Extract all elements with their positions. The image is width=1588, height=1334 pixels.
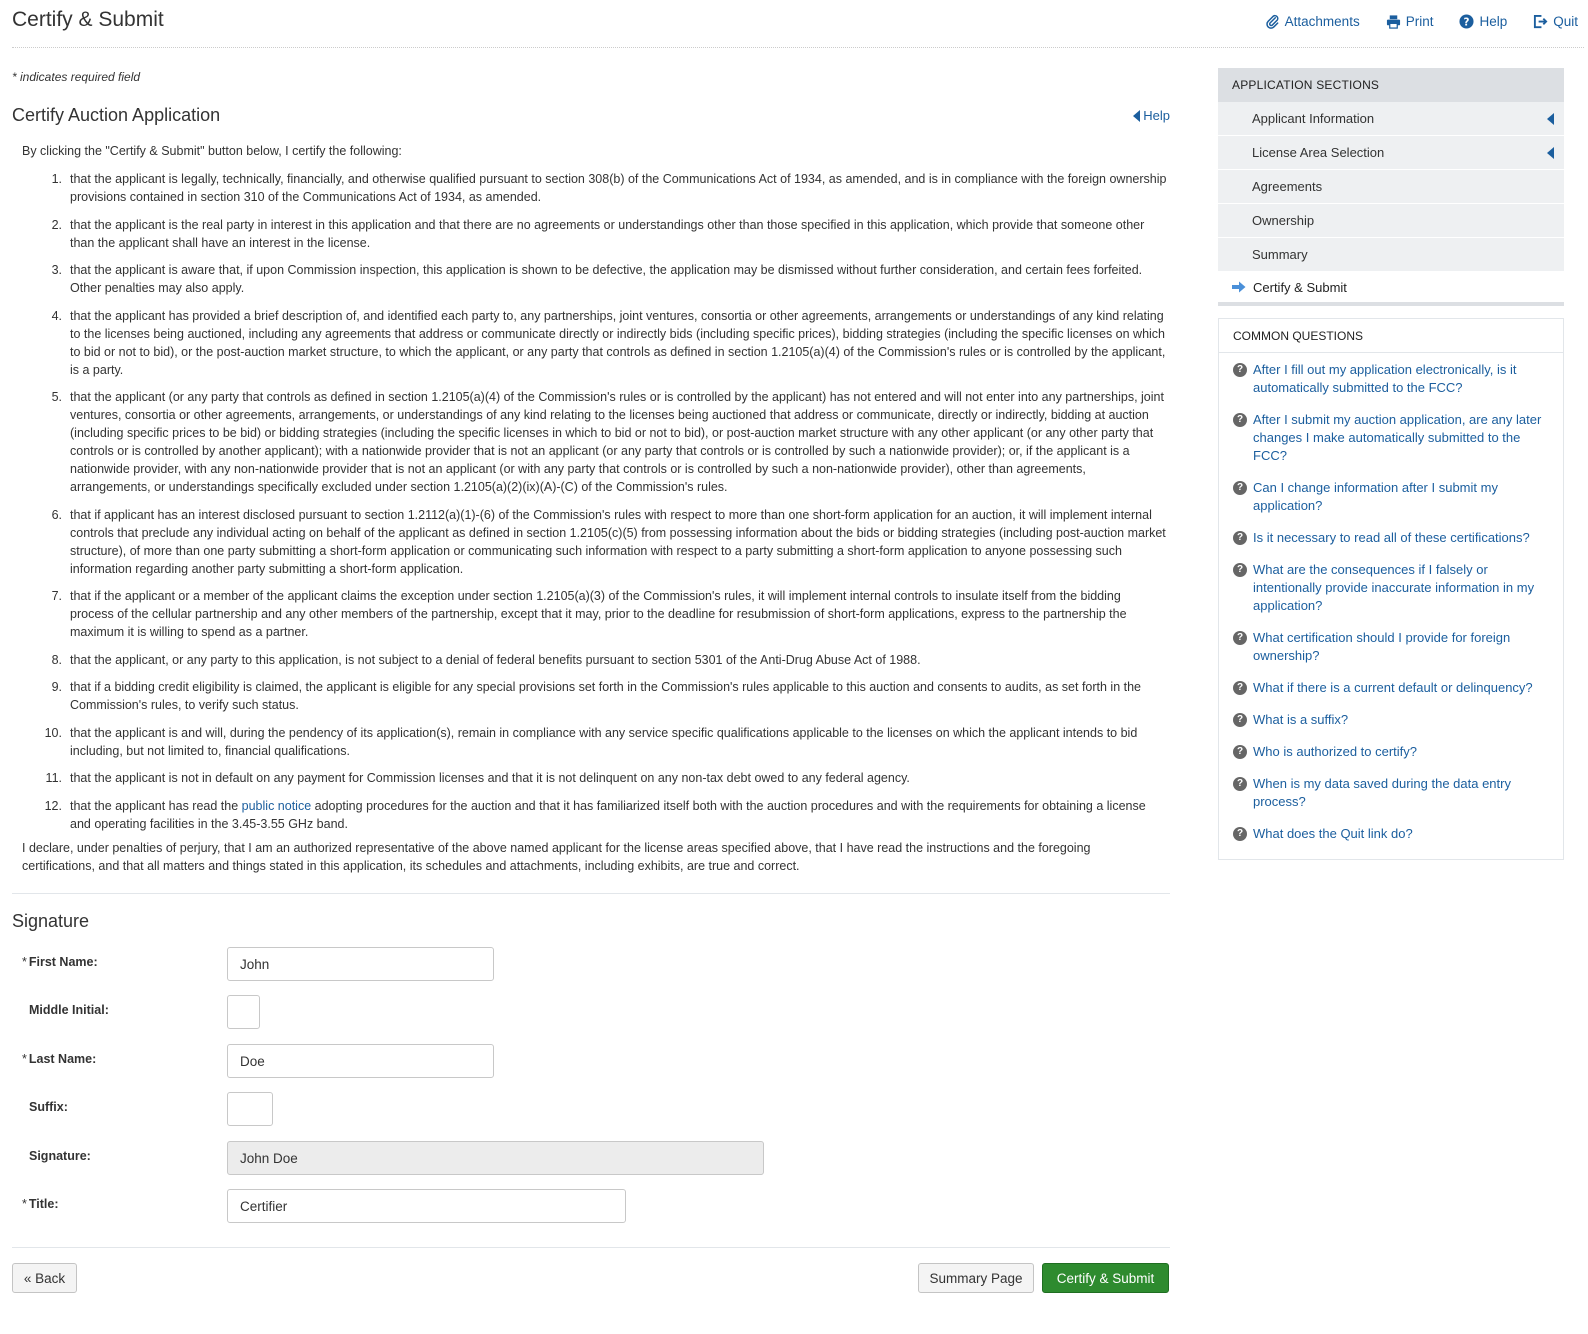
- divider: [12, 893, 1170, 894]
- top-links: [1265, 14, 1578, 29]
- sidebar-item-summary[interactable]: [1218, 238, 1564, 272]
- question-link[interactable]: [1233, 561, 1553, 615]
- caret-left-icon: [1547, 147, 1554, 159]
- question-text: What are the consequences if I falsely or intentionally provide inaccurate information in my application?: [1253, 562, 1535, 613]
- question-circle-icon: ?: [1233, 681, 1247, 695]
- certification-text: that if applicant has an interest disclosed pursuant to section 1.2112(a)(1)-(6) of the Commission's rules with respect to more than one short-form application for an auction, it will implement internal controls that preclude any individual acting on behalf of the applicant as defined in section 1.2105(c)(5) from possessing information about the bids or bidding strategies (including post-auction market structure), of more than one party submitting a short-form application or communicating such information with respect to a party submitting a short-form application to anyone possessing such information regarding another party submitting a short-form application.: [70, 507, 1166, 576]
- common-questions-panel: [1218, 318, 1564, 860]
- question-link[interactable]: [1233, 411, 1553, 465]
- question-text: Is it necessary to read all of these certifications?: [1253, 530, 1530, 545]
- arrow-right-icon: [1232, 281, 1246, 293]
- question-link[interactable]: [1233, 743, 1553, 761]
- print-label: Print: [1405, 14, 1434, 29]
- application-sections-header: APPLICATION SECTIONS: [1218, 68, 1564, 102]
- certification-item: [22, 261, 1168, 297]
- question-link[interactable]: [1233, 775, 1553, 811]
- certification-intro: By clicking the "Certify & Submit" button below, I certify the following:: [22, 144, 402, 158]
- certification-item: [22, 388, 1168, 496]
- divider: [12, 1247, 1170, 1248]
- back-button[interactable]: « Back: [12, 1263, 77, 1293]
- question-link[interactable]: [1233, 529, 1553, 547]
- sidebar-item-label: License Area Selection: [1252, 145, 1385, 160]
- certification-number: 1.: [51, 172, 62, 186]
- caret-left-icon: [1133, 110, 1140, 122]
- certification-item: [22, 506, 1168, 578]
- certification-item: [22, 797, 1168, 833]
- signature-section-title: Signature: [12, 911, 90, 931]
- print-link[interactable]: [1386, 14, 1434, 29]
- question-link[interactable]: [1233, 629, 1553, 665]
- public-notice-link[interactable]: public notice: [241, 798, 312, 813]
- first-name-input[interactable]: [227, 947, 494, 981]
- certification-text: that the applicant is the real party in interest in this application and that there are no agreements or understandings other than those specified in this application, which provide that someone other than the applicant shall have an interest in the license.: [70, 217, 1145, 250]
- sidebar-item-agreements[interactable]: [1218, 170, 1564, 204]
- help-label: Help: [1479, 14, 1508, 29]
- sign-out-icon: [1533, 14, 1548, 29]
- question-link[interactable]: [1233, 679, 1553, 697]
- required-field-note: * indicates required field: [12, 70, 141, 84]
- signature-field: [227, 1141, 764, 1175]
- paperclip-icon: [1265, 14, 1280, 29]
- question-link[interactable]: [1233, 711, 1553, 729]
- caret-left-icon: [1547, 113, 1554, 125]
- certification-text: that if a bidding credit eligibility is claimed, the applicant is eligible for any special provisions set forth in the Commission's rules applicable to this auction and consents to audits, as set forth in the Commission's rules, to verify such status.: [70, 680, 1142, 712]
- question-text: What certification should I provide for foreign ownership?: [1253, 630, 1511, 663]
- help-link[interactable]: [1459, 14, 1507, 29]
- label-text: Last Name:: [28, 1052, 97, 1066]
- question-link[interactable]: [1233, 479, 1553, 515]
- certification-item: [22, 587, 1168, 641]
- certification-number: 8.: [51, 652, 62, 667]
- application-sections-panel: [1218, 68, 1564, 306]
- certification-number: 12.: [44, 798, 62, 813]
- question-circle-icon: ?: [1233, 413, 1247, 427]
- certification-text-part: adopting procedures for the auction and that it has familiarized itself both with the auction procedures and with the requirements for obtaining a license and operating facilities in the 3.45-3.55 GHz band.: [70, 798, 1146, 831]
- question-text: What does the Quit link do?: [1253, 826, 1413, 841]
- sidebar-item-applicant-information[interactable]: [1218, 102, 1564, 136]
- certification-number: 11.: [45, 771, 62, 785]
- last-name-input[interactable]: [227, 1044, 494, 1078]
- certification-item: [22, 724, 1168, 760]
- suffix-input[interactable]: [227, 1092, 273, 1126]
- sidebar-item-label: Ownership: [1252, 213, 1315, 228]
- question-circle-icon: ?: [1233, 481, 1247, 495]
- svg-text:?: ?: [1463, 16, 1470, 29]
- certification-item: [22, 216, 1168, 252]
- question-text: Who is authorized to certify?: [1253, 744, 1418, 759]
- question-circle-icon: ?: [1233, 531, 1247, 545]
- sidebar-item-ownership[interactable]: [1218, 204, 1564, 238]
- certification-text: that the applicant is aware that, if upon Commission inspection, this application is shown to be defective, the application may be dismissed without further consideration, and certain fees forfeited. Other penalties may also apply.: [70, 263, 1143, 295]
- section-title: Certify Auction Application: [12, 105, 221, 125]
- sidebar-item-certify-submit[interactable]: [1218, 272, 1564, 306]
- question-circle-icon: ?: [1233, 827, 1247, 841]
- label-text: Title:: [28, 1197, 59, 1211]
- certification-number: 5.: [51, 390, 62, 404]
- certification-number: 10.: [44, 725, 62, 740]
- first-name-label: [22, 955, 98, 969]
- certification-list: [22, 170, 1168, 842]
- certification-text: that if the applicant or a member of the applicant claims the exception under section 1.2105(a)(3) of the Commission's rules, it will implement internal controls to insulate itself from the bidding process of the cellular partnership and any other members of the partnership, except that it may, prior to the deadline for resubmission of short-form applications, express to the partnership the maximum it is willing to spend as a partner.: [70, 589, 1127, 639]
- question-text: After I submit my auction application, are any later changes I make automatically submitted to the FCC?: [1253, 412, 1542, 463]
- page-header: [12, 0, 1584, 48]
- section-help-link[interactable]: [1133, 108, 1170, 123]
- sidebar-item-label: Agreements: [1252, 179, 1323, 194]
- attachments-label: Attachments: [1284, 14, 1360, 29]
- section-help-label: Help: [1143, 108, 1170, 123]
- certification-text: that the applicant has provided a brief description of, and identified each party to, any partnerships, joint ventures, consortia or other agreements, arrangements or understandings of any kind relating to the licenses being auctioned, including any agreements that address or communicate directly or indirectly bids (including specific prices), bidding strategies (including the specific licenses on which to bid or not to bid), or the post-auction market structure, to which the applicant, or any party that controls as defined in section 1.2105(a)(4) of the Commission's rules or is controlled by the applicant, is a party.: [70, 308, 1166, 377]
- quit-link[interactable]: [1533, 14, 1578, 29]
- question-link[interactable]: [1233, 361, 1553, 397]
- certification-item: [22, 769, 1168, 787]
- certification-number: 4.: [51, 308, 62, 323]
- question-circle-icon: ?: [1233, 363, 1247, 377]
- question-text: What if there is a current default or delinquency?: [1253, 680, 1533, 695]
- certify-submit-button[interactable]: Certify & Submit: [1042, 1263, 1169, 1293]
- question-text: After I fill out my application electronically, is it automatically submitted to the FCC?: [1253, 362, 1517, 395]
- quit-label: Quit: [1553, 14, 1578, 29]
- certification-item: [22, 307, 1168, 379]
- required-marker: *: [22, 1052, 27, 1066]
- certification-number: 7.: [51, 589, 62, 603]
- required-marker: *: [22, 1197, 27, 1211]
- question-circle-icon: ?: [1233, 777, 1247, 791]
- certification-number: 6.: [51, 507, 62, 522]
- common-questions-list: [1219, 353, 1563, 859]
- certification-text: that the applicant is legally, technically, financially, and otherwise qualified pursuant to section 308(b) of the Communications Act of 1934, as amended, and is in compliance with the foreign ownership provisions contained in section 310 of the Communications Act of 1934, as amended.: [70, 172, 1167, 204]
- certification-number: 3.: [51, 263, 62, 277]
- suffix-label: Suffix:: [29, 1100, 68, 1114]
- signature-label: Signature:: [29, 1149, 91, 1163]
- certification-text: [70, 797, 1168, 833]
- attachments-link[interactable]: [1265, 14, 1360, 29]
- common-questions-header: COMMON QUESTIONS: [1219, 319, 1563, 353]
- sidebar-item-license-area-selection[interactable]: [1218, 136, 1564, 170]
- title-input[interactable]: [227, 1189, 626, 1223]
- question-circle-icon: ?: [1233, 563, 1247, 577]
- perjury-declaration: I declare, under penalties of perjury, that I am an authorized representative of the above named applicant for the license areas specified above, that I have read the instructions and the foregoing certifications, and that all matters and things stated in this application, its schedules and attachments, including exhibits, are true and correct.: [22, 841, 1091, 873]
- certification-text: that the applicant is not in default on any payment for Commission licenses and that it is not delinquent on any non-tax debt owed to any federal agency.: [70, 771, 910, 785]
- page-title: Certify & Submit: [12, 8, 164, 31]
- sidebar-item-label: Applicant Information: [1252, 111, 1375, 126]
- required-marker: *: [22, 955, 27, 969]
- certification-number: 9.: [51, 680, 62, 694]
- certification-text: that the applicant is and will, during the pendency of its application(s), remain in compliance with any service specific qualifications applicable to the licenses on which the applicant intends to bid including, but not limited to, financial qualifications.: [70, 725, 1138, 758]
- middle-initial-input[interactable]: [227, 995, 260, 1029]
- certification-item: [22, 678, 1168, 714]
- question-text: What is a suffix?: [1253, 712, 1349, 727]
- certification-item: [22, 170, 1168, 206]
- sidebar-item-label: Certify & Submit: [1253, 279, 1347, 295]
- certification-text-part: that the applicant has read the: [70, 798, 242, 813]
- certification-item: [22, 651, 1168, 669]
- certification-text: that the applicant, or any party to this application, is not subject to a denial of federal benefits pursuant to section 5301 of the Anti-Drug Abuse Act of 1988.: [70, 652, 921, 667]
- certification-number: 2.: [51, 217, 62, 232]
- sidebar-item-label: Summary: [1252, 247, 1308, 262]
- printer-icon: [1386, 14, 1401, 29]
- question-text: Can I change information after I submit my application?: [1253, 480, 1498, 513]
- summary-page-button[interactable]: Summary Page: [918, 1263, 1034, 1293]
- question-circle-icon: ?: [1233, 713, 1247, 727]
- label-text: First Name:: [28, 955, 98, 969]
- question-circle-icon: ?: [1233, 631, 1247, 645]
- title-label: [22, 1197, 59, 1211]
- question-circle-icon: ?: [1233, 745, 1247, 759]
- middle-initial-label: Middle Initial:: [29, 1003, 109, 1017]
- question-circle-icon: [1459, 14, 1474, 29]
- certification-text: that the applicant (or any party that controls as defined in section 1.2105(a)(4) of the Commission's rules or is controlled by the applicant) has not entered and will not enter into any partnerships, joint ventures, consortia or other agreements, arrangements, or understandings of any kind relating to the licenses being auctioned that address or communicate, directly or indirectly, bidding at auction (including specific prices to be bid) or bidding strategies (including the specific licenses in which to bid or not to bid), or post-auction market structure with any other applicant (or any other party that controls or is controlled by another applicant); with a nationwide provider that is not an applicant (or any party that controls or is controlled by such a nationwide provider); or, if the applicant is a nationwide provider, with any non-nationwide provider that is not an applicant (or with any party that controls or is controlled by such a non-nationwide provider), other than agreements, arrangements, or understandings specifically excluded under section 1.2105(a)(2)(ix)(A)-(C) of the Commission's rules.: [70, 390, 1164, 494]
- last-name-label: [22, 1052, 96, 1066]
- question-text: When is my data saved during the data entry process?: [1253, 776, 1511, 809]
- question-link[interactable]: [1233, 825, 1553, 843]
